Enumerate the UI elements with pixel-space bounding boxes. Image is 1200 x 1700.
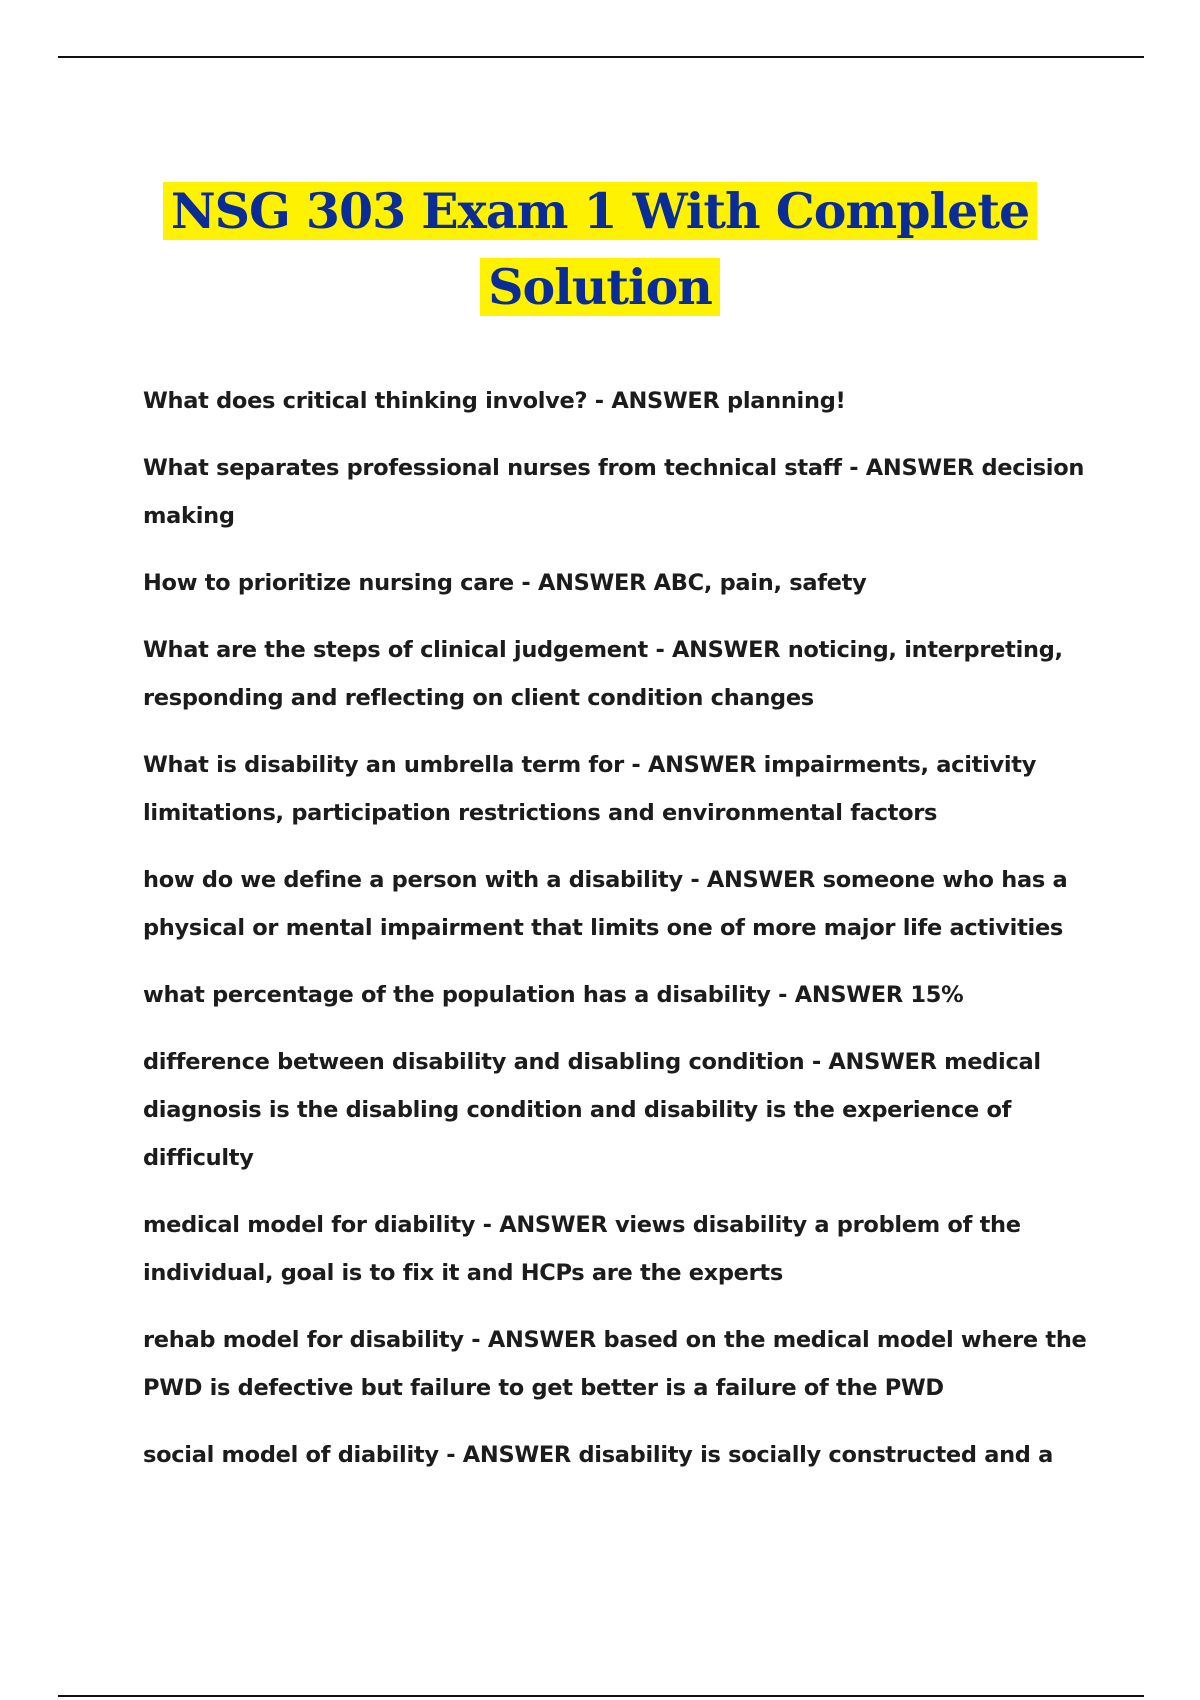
qa-item: difference between disability and disabling condition - ANSWER medical diagnosis is the disabling condition and disability is the experience of difficulty [143,1049,1041,1171]
qa-item: What does critical thinking involve? - ANSWER planning! [143,388,846,414]
page-title [60,173,1140,325]
bottom-divider [58,1695,1144,1697]
qa-item: how do we define a person with a disability - ANSWER someone who has a physical or mental impairment that limits one of more major life activities [143,867,1068,941]
top-divider [58,56,1144,58]
qa-item: What separates professional nurses from technical staff - ANSWER decision making [143,455,1085,529]
qa-item: How to prioritize nursing care - ANSWER ABC, pain, safety [143,570,867,596]
qa-list [143,377,1093,1498]
qa-item: social model of diability - ANSWER disability is socially constructed and a [143,1442,1054,1468]
qa-item: rehab model for disability - ANSWER based on the medical model where the PWD is defective but failure to get better is a failure of the PWD [143,1327,1087,1401]
qa-item: What is disability an umbrella term for - ANSWER impairments, acitivity limitations, participation restrictions and environmental factors [143,752,1037,826]
qa-item: medical model for diability - ANSWER views disability a problem of the individual, goal is to fix it and HCPs are the experts [143,1212,1021,1286]
qa-item: What are the steps of clinical judgement - ANSWER noticing, interpreting, responding and reflecting on client condition changes [143,637,1063,711]
qa-item: what percentage of the population has a disability - ANSWER 15% [143,982,964,1008]
title-highlight: NSG 303 Exam 1 With Complete Solution [163,182,1037,316]
